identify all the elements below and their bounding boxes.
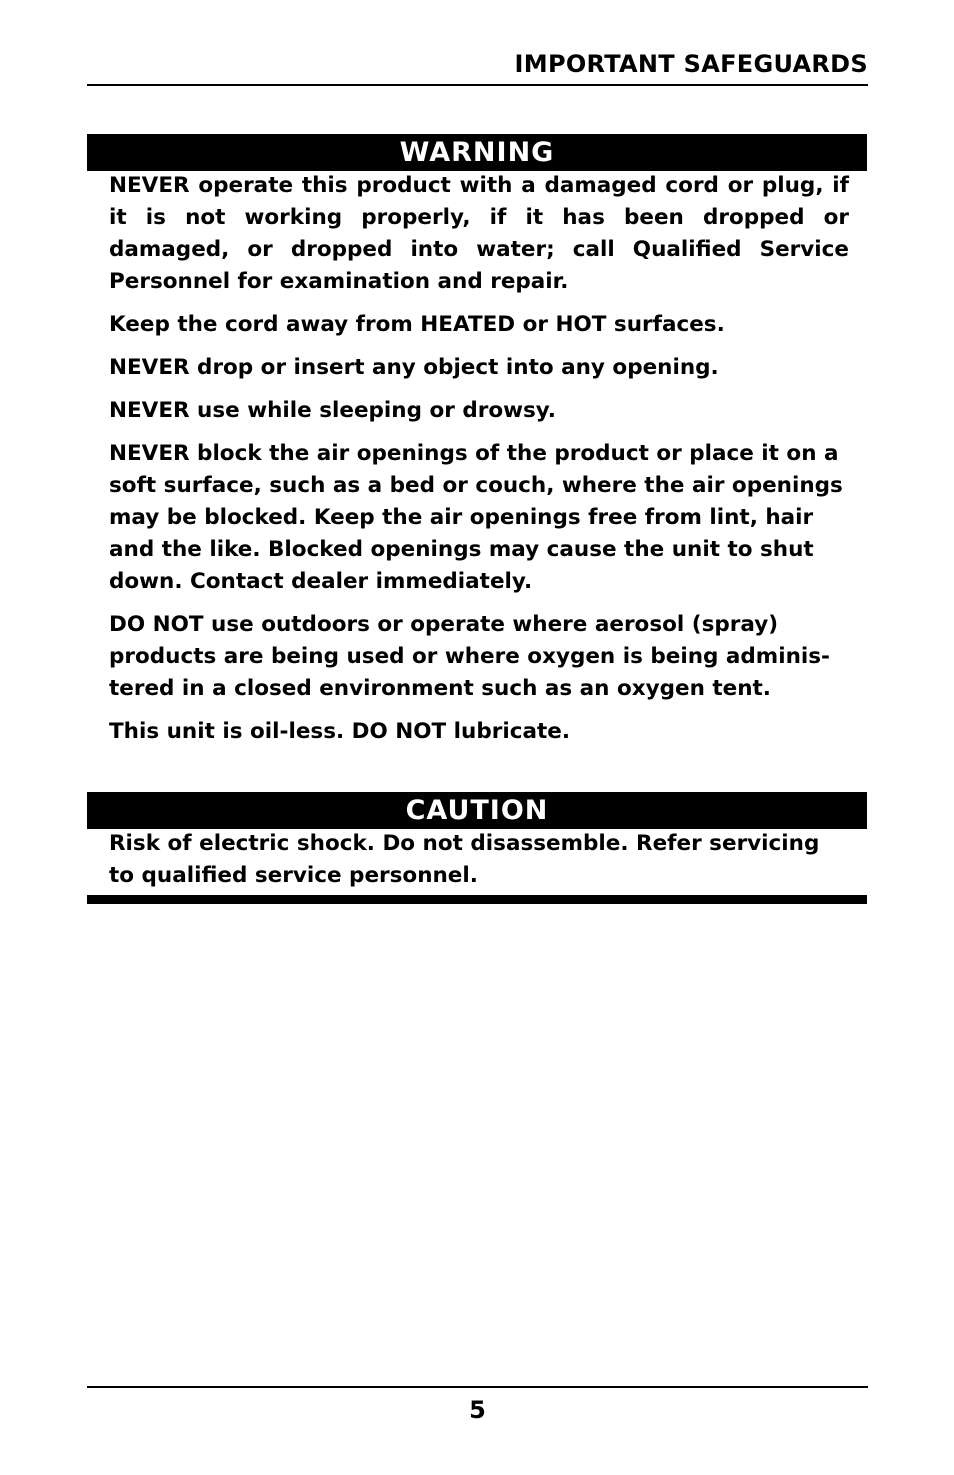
page-header-title: IMPORTANT SAFEGUARDS bbox=[514, 50, 868, 78]
warning-banner: WARNING bbox=[87, 134, 867, 171]
warning-item-lead: NEVER bbox=[109, 355, 190, 380]
warning-item-text: operate this product with a damaged cord or plug, if it is not working properly, if it has been dropped or damaged, or dropped into water; call Qualified Service Personnel for examination and repair. bbox=[109, 173, 849, 294]
warning-item-lead: NEVER bbox=[109, 398, 190, 423]
warning-item-lead: NEVER bbox=[109, 441, 190, 466]
caution-section bbox=[109, 828, 849, 892]
warning-item-text: use outdoors or operate where aerosol (spray) products are being used or where oxygen is being adminis-tered in a closed environment such as an oxygen tent. bbox=[109, 612, 830, 701]
warning-item bbox=[109, 716, 849, 748]
warning-section bbox=[109, 170, 849, 759]
warning-item bbox=[109, 170, 849, 298]
warning-item bbox=[109, 352, 849, 384]
warning-item-text: use while sleeping or drowsy. bbox=[189, 398, 556, 423]
page-number: 5 bbox=[469, 1396, 486, 1424]
caution-banner: CAUTION bbox=[87, 792, 867, 829]
warning-item bbox=[109, 609, 849, 705]
caution-text: Risk of electric shock. Do not disassemble. Refer servicing to qualified service personnel. bbox=[109, 831, 820, 888]
header-divider bbox=[87, 84, 868, 86]
warning-item-lead: DO NOT bbox=[109, 612, 204, 637]
warning-item-text: drop or insert any object into any opening. bbox=[189, 355, 719, 380]
warning-item-text: This unit is oil-less. DO NOT lubricate. bbox=[109, 719, 571, 744]
caution-bottom-bar bbox=[87, 895, 867, 904]
warning-item-text: Keep the cord away from HEATED or HOT surfaces. bbox=[109, 312, 725, 337]
warning-item-text: block the air openings of the product or place it on a soft surface, such as a bed or couch, where the air openings may be blocked. Keep the air openings free from lint, hair and the like. Blocked openings may cause the unit to shut down. Contact dealer immediately. bbox=[109, 441, 843, 594]
warning-item bbox=[109, 438, 849, 598]
warning-item bbox=[109, 309, 849, 341]
warning-item-lead: NEVER bbox=[109, 173, 190, 198]
footer-divider bbox=[87, 1386, 868, 1388]
warning-item bbox=[109, 395, 849, 427]
